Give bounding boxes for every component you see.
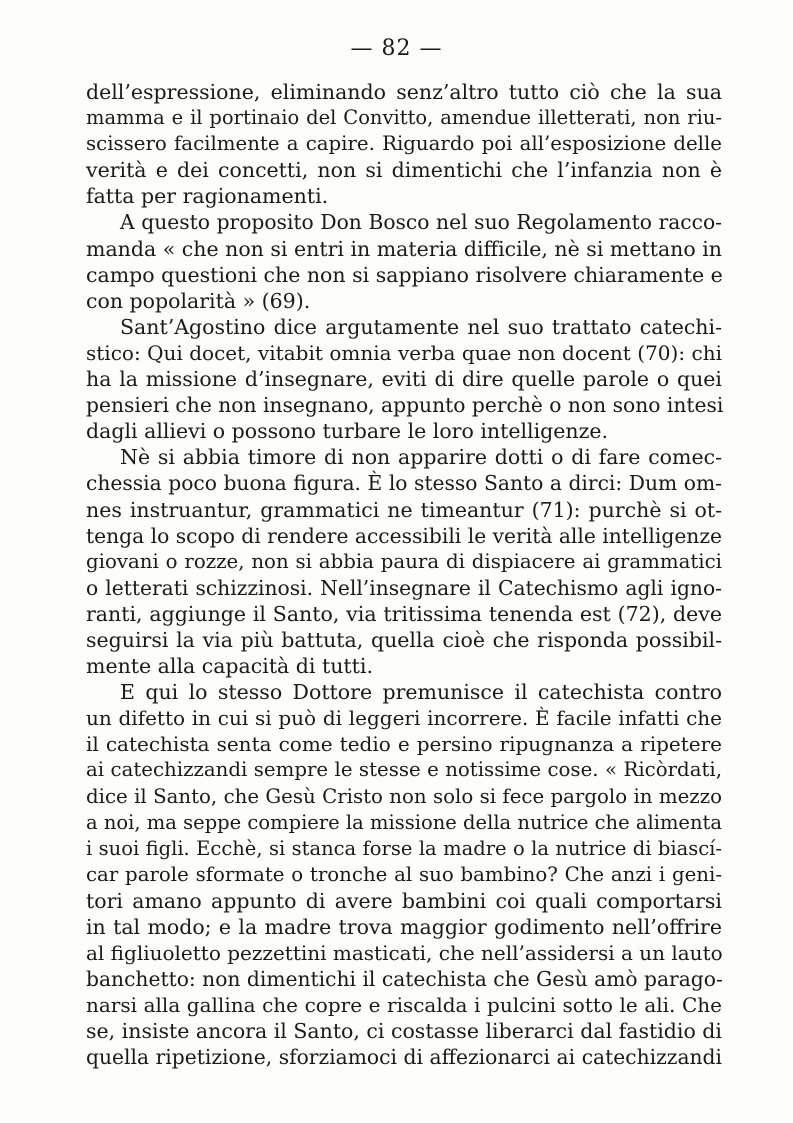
text-line: quella ripetizione, sforziamoci di affezionarci ai catechizzandi <box>86 1045 722 1070</box>
text-line: i suoi figli. Ecchè, si stanca forse la madre o la nutrice di biascí- <box>86 836 722 860</box>
text-line: il catechista senta come tedio e persino ripugnanza a ripetere <box>86 732 722 757</box>
text-line: fatta per ragionamenti. <box>86 184 329 209</box>
text-line: dice il Santo, che Gesù Cristo non solo si fece pargolo in mezzo <box>86 784 722 808</box>
text-line: stico: Qui docet, vitabit omnia verba quae non docent (70): chi <box>86 340 722 365</box>
text-line: verità e dei concetti, non si dimentichi che l’infanzia non è <box>86 158 722 183</box>
page-number: — 82 — <box>350 36 443 61</box>
text-line: manda « che non si entri in materia difficile, nè si mettano in <box>86 236 722 261</box>
text-line: al figliuoletto pezzettini masticati, che nell’assidersi a un lauto <box>86 941 723 966</box>
text-line: E qui lo stesso Dottore premunisce il catechista contro <box>120 680 722 705</box>
text-line: mamma e il portinaio del Convitto, amendue illetterati, non riu- <box>86 106 722 130</box>
text-line: car parole sformate o tronche al suo bambino? Che anzi i geni- <box>86 862 722 886</box>
text-line: tenga lo scopo di rendere accessibili le verità alle intelligenze <box>86 523 722 548</box>
text-line: Nè si abbia timore di non apparire dotti o di fare comec- <box>120 445 722 470</box>
text-line: pensieri che non insegnano, appunto perchè o non sono intesi <box>86 393 724 418</box>
text-line: giovani o rozze, non si abbia paura di dispiacere ai grammatici <box>86 549 722 573</box>
text-line: con popolarità » (69). <box>86 288 311 313</box>
text-line: o letterati schizzinosi. Nell’insegnare il Catechismo agli igno- <box>86 575 722 600</box>
text-line: banchetto: non dimentichi il catechista che Gesù amò parago- <box>86 967 723 992</box>
text-line: se, insiste ancora il Santo, ci costasse liberarci dal fastidio di <box>86 1019 722 1044</box>
text-line: mente alla capacità di tutti. <box>86 654 373 679</box>
text-line: chessia poco buona figura. È lo stesso Santo a dirci: Dum om- <box>86 471 722 496</box>
text-line: nes instruantur, grammatici ne timeantur (71): purchè si ot- <box>86 497 722 522</box>
text-line: dell’espressione, eliminando senz’altro tutto ciò che la sua <box>86 80 722 104</box>
text-line: dagli allievi o possono turbare le loro intelligenze. <box>86 419 609 444</box>
text-line: Sant’Agostino dice argutamente nel suo trattato catechi- <box>120 314 722 339</box>
text-line: ranti, aggiunge il Santo, via tritissima tenenda est (72), deve <box>86 601 722 626</box>
text-line: a noi, ma seppe compiere la missione della nutrice che alimenta <box>86 810 722 834</box>
text-line: campo questioni che non si sappiano risolvere chiaramente e <box>86 262 723 287</box>
text-line: narsi alla gallina che copre e riscalda i pulcini sotto le ali. Che <box>86 993 722 1018</box>
text-line: ha la missione d’insegnare, eviti di dire quelle parole o quei <box>86 367 722 392</box>
text-line: tori amano appunto di avere bambini coi quali comportarsi <box>86 888 722 913</box>
text-line: ai catechizzandi sempre le stesse e notissime cose. « Ricòrdati, <box>86 758 722 782</box>
text-line: A questo proposito Don Bosco nel suo Regolamento racco- <box>120 210 722 235</box>
text-line: seguirsi la via più battuta, quella cioè che risponda possibil- <box>86 627 722 652</box>
text-line: in tal modo; e la madre trova maggior godimento nell’offrire <box>86 915 722 939</box>
text-line: un difetto in cui si può di leggeri incorrere. È facile infatti che <box>86 706 722 731</box>
body-text <box>86 79 722 1071</box>
text-line: scissero facilmente a capire. Riguardo poi all’esposizione delle <box>86 132 722 156</box>
